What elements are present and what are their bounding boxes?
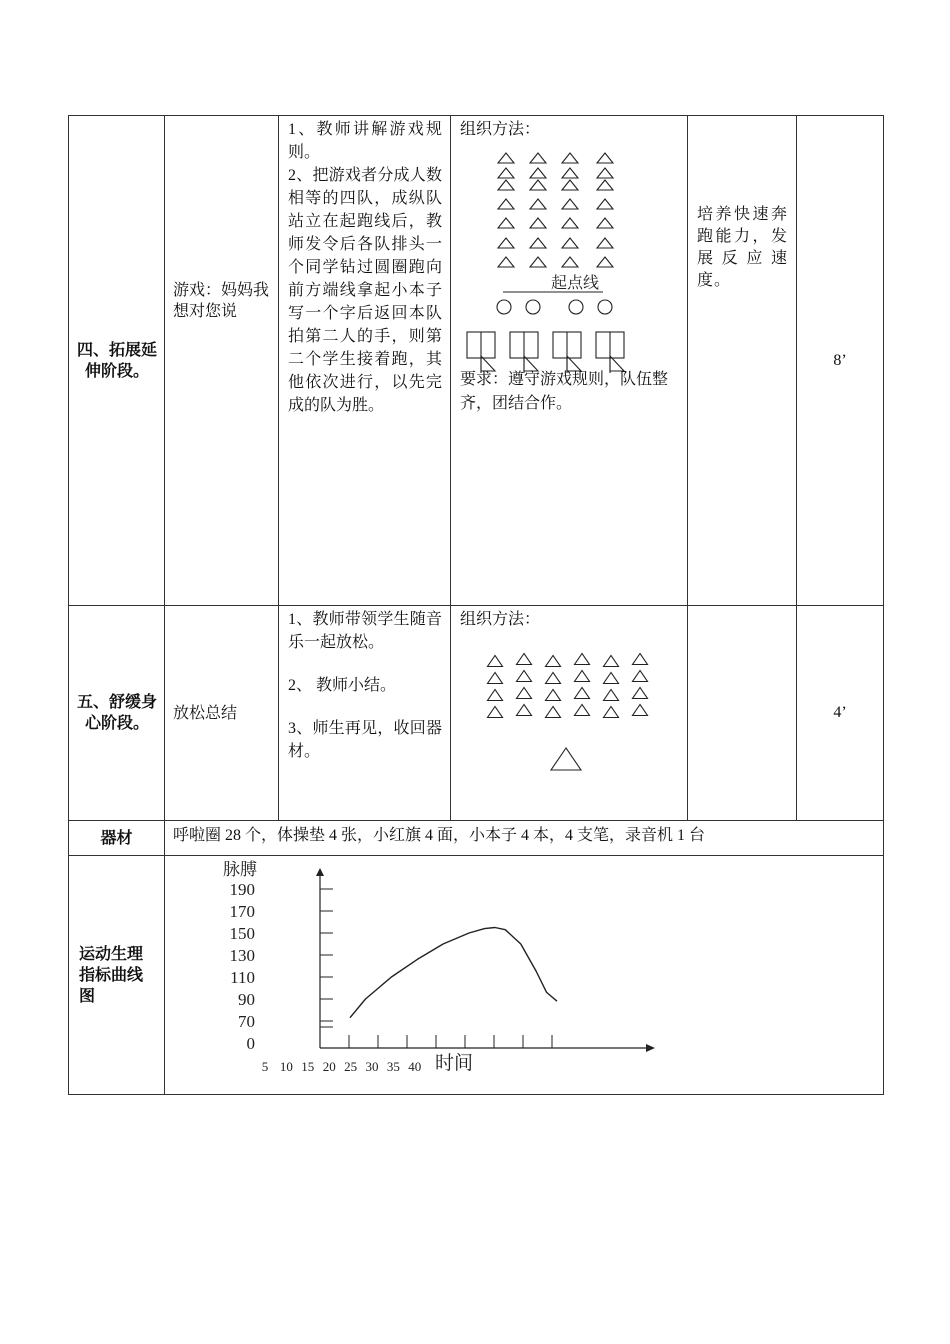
student-triangle bbox=[575, 671, 590, 682]
student-triangle bbox=[562, 180, 578, 190]
x-tick-label: 40 bbox=[408, 1059, 422, 1074]
org-title: 组织方法： bbox=[460, 121, 541, 138]
step-item: 2、 教师小结。 bbox=[288, 677, 397, 694]
student-triangle bbox=[575, 705, 590, 716]
pulse-curve-chart bbox=[165, 856, 665, 1092]
student-triangle bbox=[562, 153, 578, 163]
student-triangle bbox=[546, 673, 561, 684]
y-tick-label: 190 bbox=[229, 880, 255, 899]
x-axis-arrow bbox=[646, 1044, 655, 1052]
student-triangle bbox=[575, 688, 590, 699]
hoop-circle bbox=[569, 300, 583, 314]
teacher-triangle bbox=[551, 748, 581, 770]
student-triangle bbox=[517, 705, 532, 716]
time-cell bbox=[797, 116, 884, 606]
pulse-curve-line bbox=[350, 928, 557, 1018]
student-triangle bbox=[530, 257, 546, 267]
student-triangle bbox=[597, 168, 613, 178]
x-axis-title: 时间 bbox=[435, 1053, 474, 1074]
student-triangle bbox=[597, 218, 613, 228]
student-triangle bbox=[488, 673, 503, 684]
student-triangle bbox=[546, 690, 561, 701]
y-tick-label: 110 bbox=[230, 968, 255, 987]
x-tick-label: 20 bbox=[322, 1059, 336, 1074]
formation-diagram bbox=[451, 141, 681, 373]
student-triangle bbox=[604, 690, 619, 701]
time-cell bbox=[797, 606, 884, 821]
student-triangle bbox=[517, 688, 532, 699]
equipment-row bbox=[69, 821, 884, 856]
student-triangles bbox=[498, 153, 613, 267]
y-tick-label: 70 bbox=[238, 1012, 255, 1031]
student-triangle bbox=[575, 654, 590, 665]
organization-cell bbox=[451, 116, 688, 606]
hoop-circle bbox=[526, 300, 540, 314]
organization-cell bbox=[451, 606, 688, 821]
student-triangle bbox=[633, 688, 648, 699]
hoop-circle bbox=[598, 300, 612, 314]
curve-cell bbox=[165, 856, 884, 1095]
curve-label: 运动生理指标曲线图 bbox=[69, 856, 165, 1095]
student-triangle bbox=[530, 180, 546, 190]
y-tick-label: 170 bbox=[229, 902, 255, 921]
content-text: 游戏：妈妈我想对您说 bbox=[173, 281, 270, 320]
student-triangle bbox=[546, 656, 561, 667]
x-tick-label: 10 bbox=[279, 1059, 293, 1074]
student-triangle bbox=[530, 238, 546, 248]
student-triangle bbox=[488, 656, 503, 667]
goal-cell bbox=[688, 606, 797, 821]
student-triangle bbox=[498, 257, 514, 267]
student-triangle bbox=[604, 656, 619, 667]
student-triangle bbox=[488, 707, 503, 718]
student-triangle bbox=[597, 199, 613, 209]
curve-row bbox=[69, 856, 884, 1095]
time-value: 4’ bbox=[833, 704, 847, 721]
time-value: 8’ bbox=[833, 351, 847, 369]
student-triangle bbox=[562, 238, 578, 248]
equipment-label: 器材 bbox=[69, 821, 165, 856]
student-triangle bbox=[633, 671, 648, 682]
student-triangle bbox=[562, 218, 578, 228]
student-triangle bbox=[530, 199, 546, 209]
student-triangle bbox=[597, 153, 613, 163]
student-triangle bbox=[597, 180, 613, 190]
y-tick-label: 130 bbox=[229, 946, 255, 965]
steps-cell bbox=[279, 606, 451, 821]
student-triangle bbox=[498, 218, 514, 228]
student-triangle bbox=[633, 654, 648, 665]
x-tick-label: 15 bbox=[301, 1059, 315, 1074]
y-axis-title: 脉膊 bbox=[223, 860, 257, 879]
student-triangle bbox=[498, 153, 514, 163]
student-triangle bbox=[562, 199, 578, 209]
student-triangle bbox=[530, 218, 546, 228]
relax-formation-diagram bbox=[451, 631, 681, 771]
stage-row-relax bbox=[69, 606, 884, 821]
student-triangle bbox=[498, 168, 514, 178]
x-tick-label: 30 bbox=[365, 1059, 379, 1074]
stage-label: 五、舒缓身心阶段。 bbox=[69, 606, 165, 821]
student-triangle bbox=[597, 238, 613, 248]
student-triangle bbox=[562, 257, 578, 267]
student-triangle bbox=[517, 671, 532, 682]
y-tick-label: 90 bbox=[238, 990, 255, 1009]
content-cell bbox=[165, 606, 279, 821]
student-triangle bbox=[498, 199, 514, 209]
stage-row-extension bbox=[69, 116, 884, 606]
x-tick-label: 5 bbox=[261, 1059, 269, 1074]
y-tick-label: 0 bbox=[246, 1034, 255, 1053]
flag-posts bbox=[467, 332, 624, 373]
stage-label: 四、拓展延伸阶段。 bbox=[69, 116, 165, 606]
start-line-label: 起点线 bbox=[551, 275, 600, 292]
student-triangle bbox=[604, 707, 619, 718]
student-triangle bbox=[517, 654, 532, 665]
lesson-plan-table bbox=[68, 115, 884, 1095]
step-item: 2、把游戏者分成人数相等的四队，成纵队站立在起跑线后，教师发令后各队排头一个同学钻过圆圈跑向前方端线拿起小本子写一个字后返回本队拍第二人的手，则第二个学生接着跑，其他依次进行，以先完成的队为胜。 bbox=[288, 167, 442, 414]
content-cell bbox=[165, 116, 279, 606]
x-tick-label: 35 bbox=[386, 1059, 400, 1074]
student-triangle bbox=[488, 690, 503, 701]
y-tick-label: 150 bbox=[229, 924, 255, 943]
goal-cell bbox=[688, 116, 797, 606]
student-triangle bbox=[530, 153, 546, 163]
student-triangle bbox=[546, 707, 561, 718]
x-tick-label: 25 bbox=[344, 1059, 358, 1074]
student-triangle bbox=[562, 168, 578, 178]
steps-cell bbox=[279, 116, 451, 606]
y-axis-arrow bbox=[316, 868, 324, 876]
hoop-circles bbox=[497, 300, 612, 314]
student-triangle bbox=[597, 257, 613, 267]
goal-text: 培养快速奔跑能力，发展反应速度。 bbox=[697, 206, 788, 289]
student-triangle bbox=[498, 180, 514, 190]
student-triangle bbox=[530, 168, 546, 178]
equipment-text: 呼啦圈 28 个，体操垫 4 张，小红旗 4 面，小本子 4 本，4 支笔，录音机 1 台 bbox=[165, 821, 884, 856]
content-text: 放松总结 bbox=[173, 704, 238, 722]
step-item: 1、教师讲解游戏规则。 bbox=[288, 121, 442, 161]
requirement-text: 要求：遵守游戏规则，队伍整齐，团结合作。 bbox=[460, 371, 669, 412]
student-triangle bbox=[498, 238, 514, 248]
hoop-circle bbox=[497, 300, 511, 314]
student-triangle bbox=[633, 705, 648, 716]
step-item: 3、师生再见，收回器材。 bbox=[288, 720, 442, 760]
step-item: 1、教师带领学生随音乐一起放松。 bbox=[288, 611, 442, 651]
student-triangle bbox=[604, 673, 619, 684]
student-triangles bbox=[488, 654, 648, 718]
org-title: 组织方法： bbox=[460, 611, 541, 628]
